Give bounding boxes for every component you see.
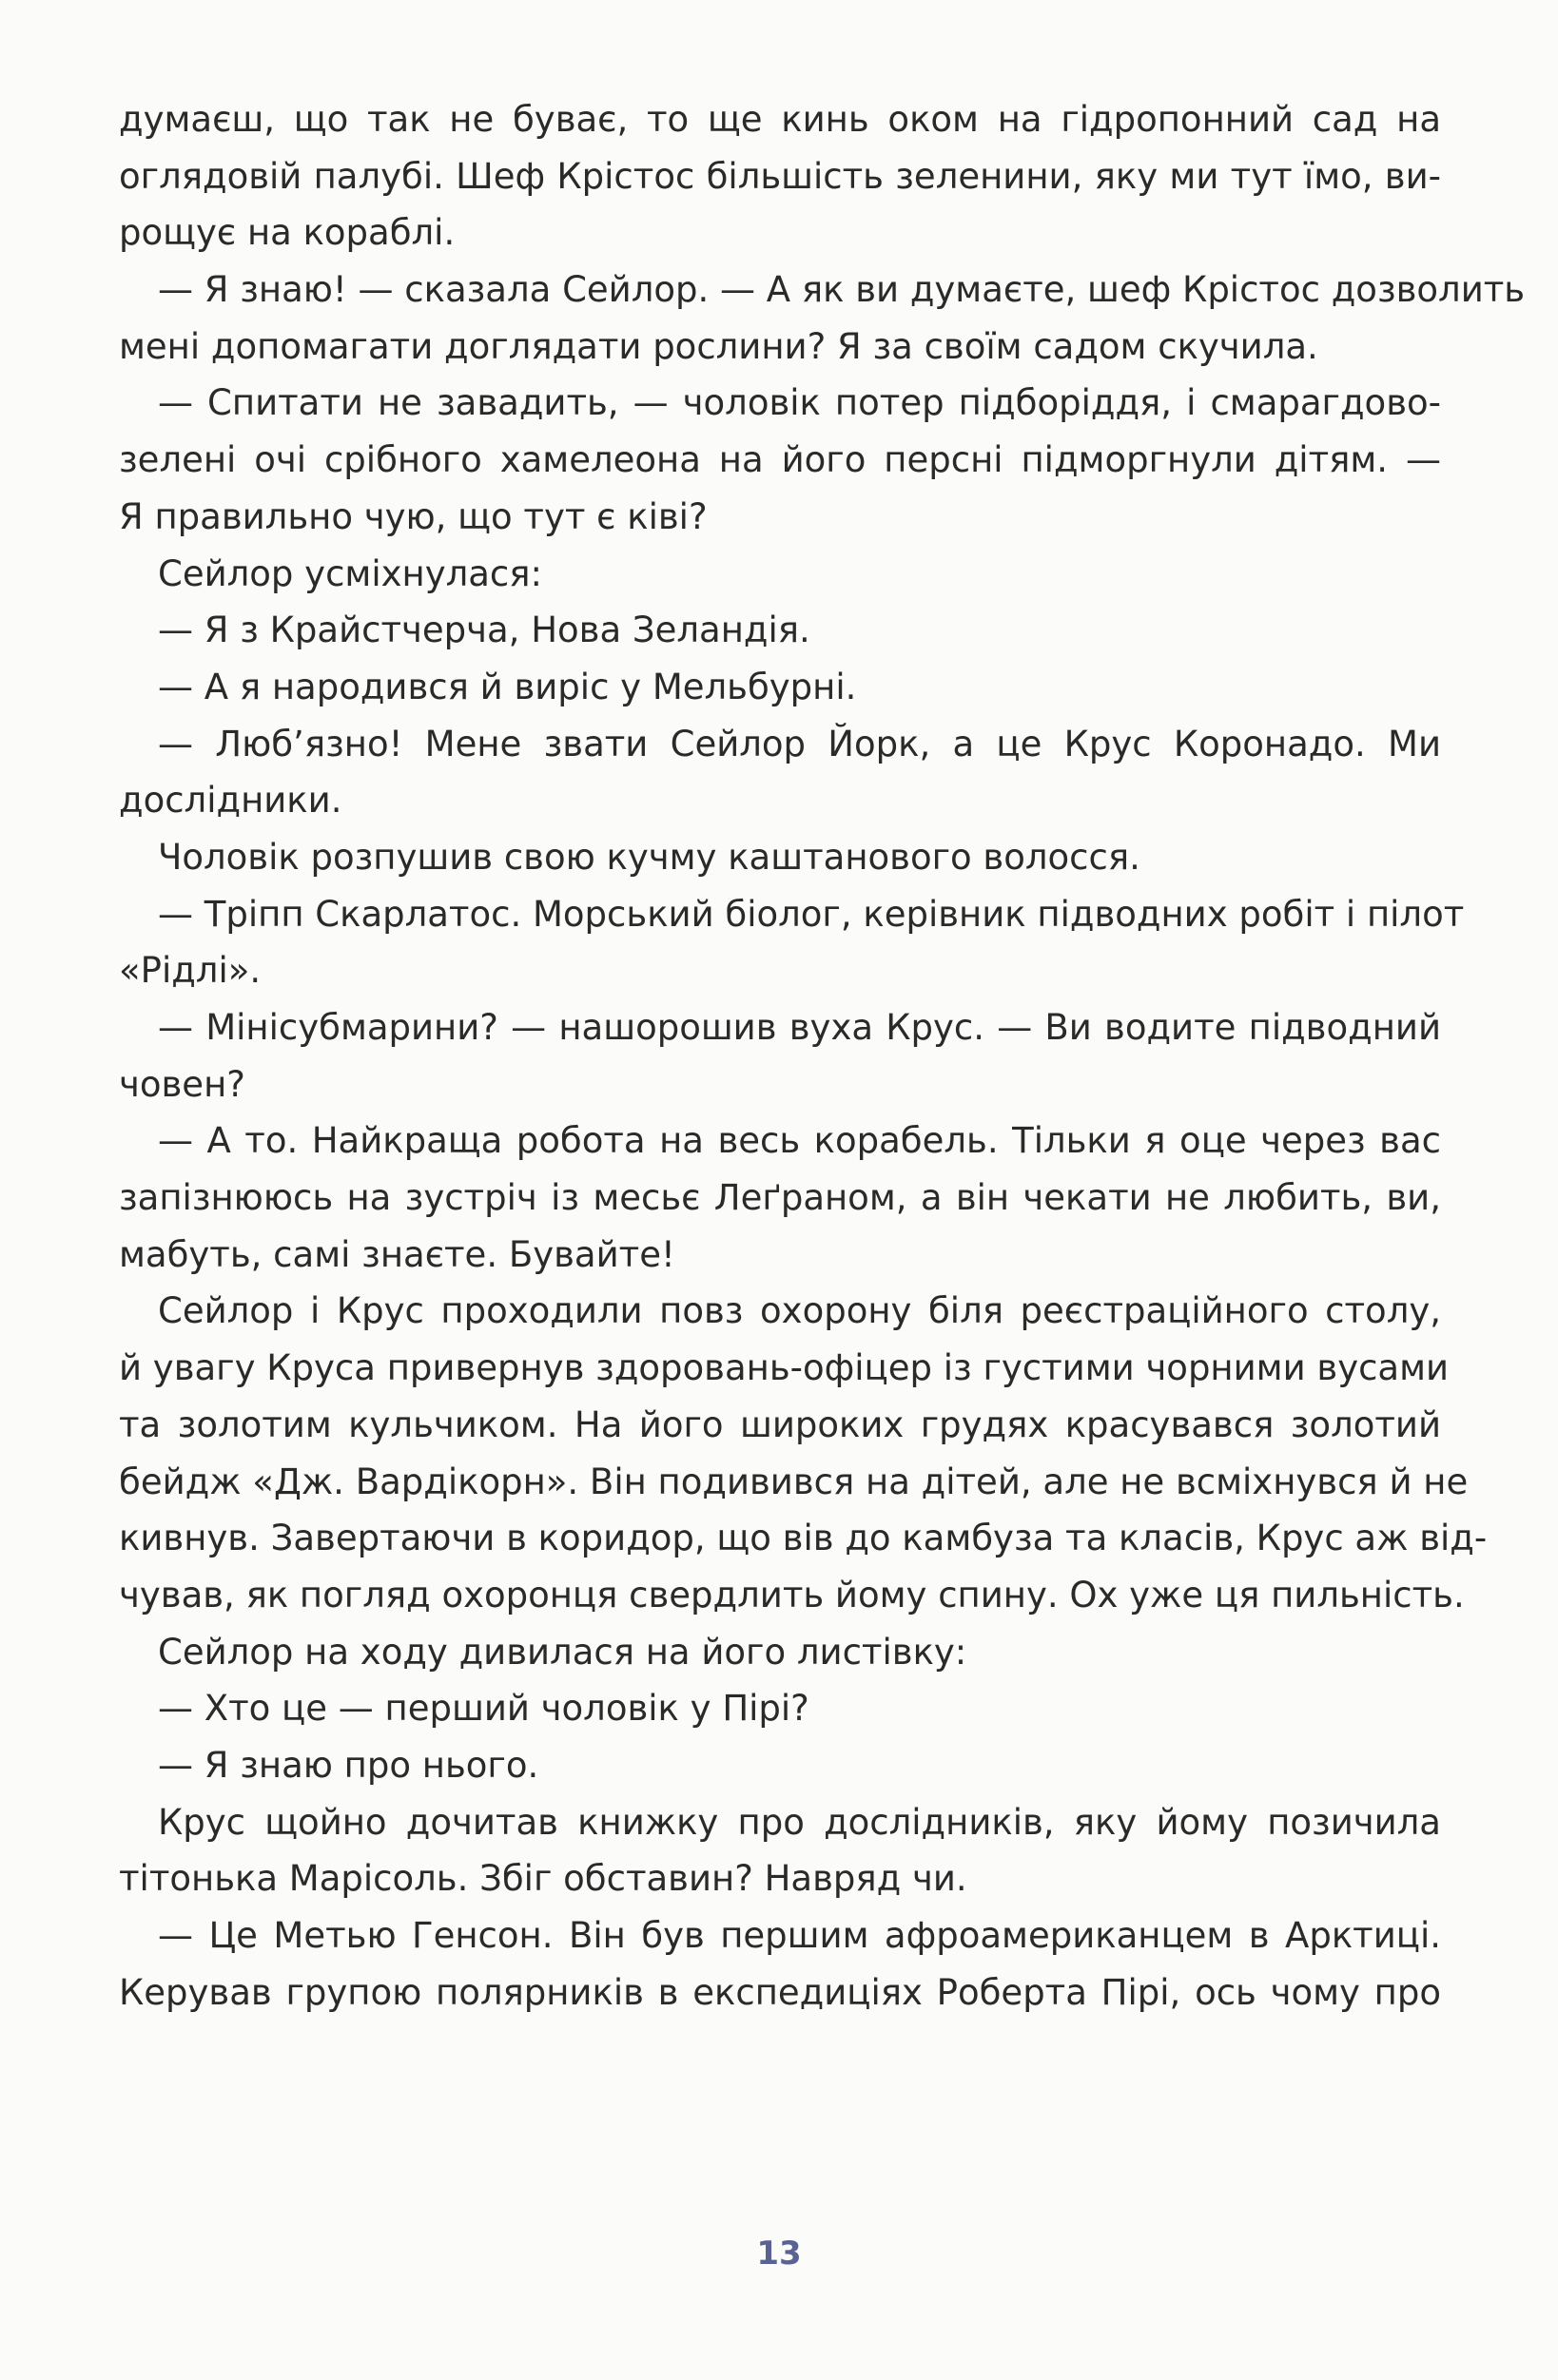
body-text [119, 91, 1526, 2021]
text-line: запізнююсь на зустріч із месьє Леґраном, а він чекати не любить, ви, [119, 1177, 1441, 1219]
text-line: мені допомагати доглядати рослини? Я за своїм садом скучила. [119, 325, 1318, 367]
text-line: оглядовій палубі. Шеф Крістос більшість зеленини, яку ми тут їмо, ви- [119, 155, 1441, 197]
text-line: Крус щойно дочитав книжку про дослідників, яку йому позичила [158, 1801, 1441, 1843]
text-line: кивнув. Завертаючи в коридор, що вів до камбуза та класів, Крус аж від- [119, 1518, 1488, 1559]
text-line: — Люб’язно! Мене звати Сейлор Йорк, а це Крус Коронадо. Ми [158, 723, 1441, 764]
text-line: думаєш, що так не буває, то ще кинь оком на гідропонний сад на [119, 99, 1441, 140]
text-line: Чоловік розпушив свою кучму каштанового волосся. [158, 836, 1140, 878]
text-line: — Спитати не завадить, — чоловік потер підборіддя, і смарагдово- [158, 382, 1441, 424]
text-line: Сейлор і Крус проходили повз охорону біля реєстраційного столу, [158, 1290, 1441, 1332]
text-line: чував, як погляд охоронця свердлить йому спину. Ох уже ця пильність. [119, 1574, 1465, 1616]
text-line: — А то. Найкраща робота на весь корабель. Тільки я оце через вас [158, 1120, 1441, 1162]
text-line: тітонька Марісоль. Збіг обставин? Навряд чи. [119, 1858, 967, 1900]
text-line: — Я знаю! — сказала Сейлор. — А як ви думаєте, шеф Крістос дозволить [158, 269, 1526, 311]
text-line: бейдж «Дж. Вардікорн». Він подивився на дітей, але не всміхнувся й не [119, 1461, 1469, 1502]
text-line: човен? [119, 1063, 245, 1105]
text-line: Сейлор усміхнулася: [158, 552, 542, 594]
text-line: — Хто це — перший чоловік у Пірі? [158, 1688, 809, 1730]
text-line: зелені очі срібного хамелеона на його персні підморгнули дітям. — [119, 439, 1441, 481]
page-number: 13 [756, 2235, 802, 2273]
text-line: — А я народився й виріс у Мельбурні. [158, 666, 857, 707]
text-line: й увагу Круса привернув здоровань-офіцер із густими чорними вусами [119, 1347, 1450, 1389]
text-line: Керував групою полярників в експедиціях Роберта Пірі, ось чому про [119, 1971, 1441, 2013]
text-line: мабуть, самі знаєте. Бувайте! [119, 1233, 675, 1275]
text-line: дослідники. [119, 780, 342, 822]
text-line: Сейлор на ходу дивилася на його листівку: [158, 1631, 967, 1673]
text-line: — Тріпп Скарлатос. Морський біолог, керівник підводних робіт і пілот [158, 893, 1465, 935]
text-line: Я правильно чую, що тут є ківі? [119, 495, 708, 537]
text-line: — Я знаю про нього. [158, 1744, 539, 1786]
text-line: — Мінісубмарини? — нашорошив вуха Крус. — Ви водите підводний [158, 1007, 1441, 1048]
text-line: та золотим кульчиком. На його широких грудях красувався золотий [119, 1403, 1441, 1445]
text-line: — Це Метью Генсон. Він був першим афроамериканцем в Арктиці. [158, 1915, 1441, 1956]
text-line: «Рідлі». [119, 950, 262, 992]
text-line: — Я з Крайстчерча, Нова Зеландія. [158, 610, 810, 651]
text-line: рощує на кораблі. [119, 212, 456, 254]
